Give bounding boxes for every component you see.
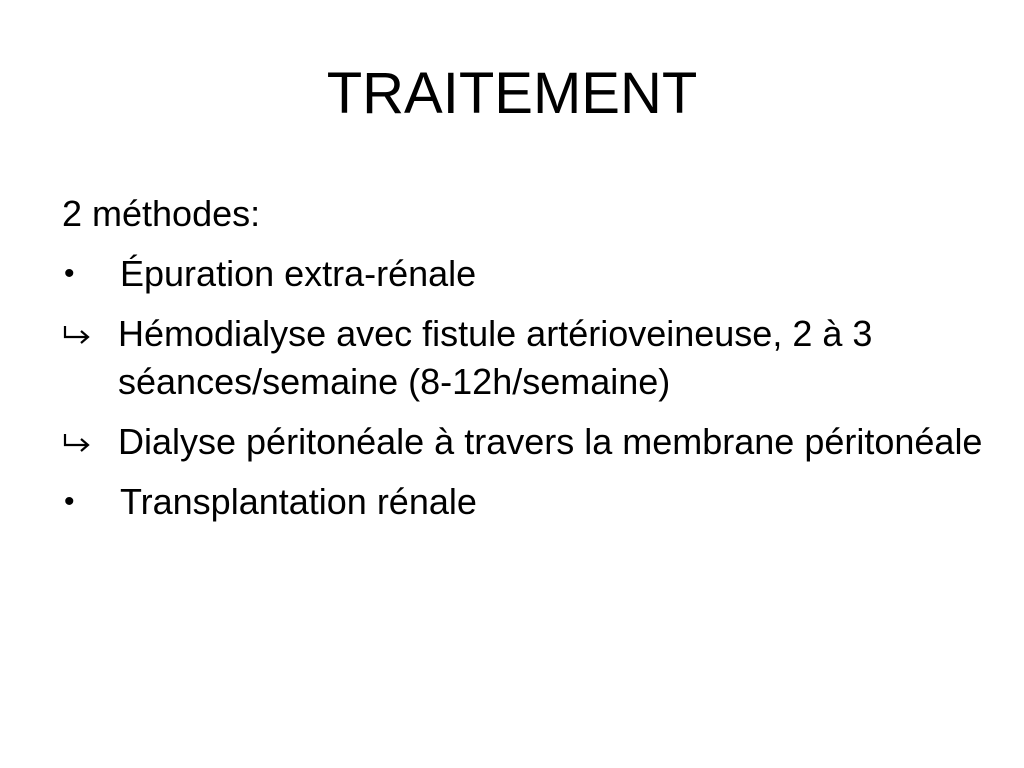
intro-text: 2 méthodes: xyxy=(62,193,261,234)
list-item xyxy=(62,418,992,466)
return-arrow-icon xyxy=(62,310,118,346)
list-item xyxy=(62,250,992,298)
bullet-icon: • xyxy=(64,485,75,518)
return-arrow-icon xyxy=(62,418,118,454)
list-item-text: Hémodialyse avec fistule artérioveineuse, 2 à 3 séances/semaine (8-12h/semaine) xyxy=(118,313,873,402)
slide-body xyxy=(62,190,992,538)
page-title: TRAITEMENT xyxy=(326,61,698,126)
list-item-text: Dialyse péritonéale à travers la membrane péritonéale xyxy=(118,421,983,462)
bullet-icon: • xyxy=(64,257,75,290)
list-item xyxy=(62,310,992,406)
list-item-text: Transplantation rénale xyxy=(120,481,477,522)
list-item-text: Épuration extra-rénale xyxy=(120,253,477,294)
list-item xyxy=(62,478,992,526)
